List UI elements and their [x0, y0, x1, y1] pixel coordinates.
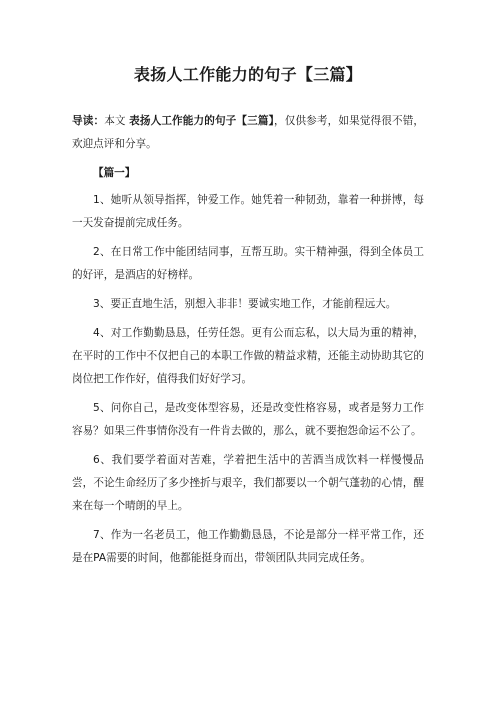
paragraph-7: 7、作为一名老员工，他工作勤勤恳恳，不论是部分一样平常工作，还是在PA需要的时间，他都能挺身而出，带领团队共同完成任务。	[72, 529, 424, 564]
paragraph-1: 1、她听从领导指挥，钟爱工作。她凭着一种韧劲，靠着一种拼博，每一天发奋提前完成任务。	[72, 194, 424, 229]
paragraph-5: 5、问你自己，是改变体型容易，还是改变性格容易，或者是努力工作容易？如果三件事情你没有一件肯去做的，那么，就不要抱怨命运不公了。	[72, 402, 424, 437]
paragraph-3: 3、要正直地生活，别想入非非！要诚实地工作，才能前程远大。	[93, 298, 397, 310]
paragraph-4: 4、对工作勤勤恳恳，任劳任怨。更有公而忘私，以大局为重的精神，在平时的工作中不仅把自己的本职工作做的精益求精，还能主动协助其它的岗位把工作作好，值得我们好好学习。	[72, 327, 424, 385]
intro-prefix: 本文	[104, 115, 130, 127]
intro-doc-title: 表扬人工作能力的句子【三篇】	[129, 115, 274, 127]
document-title: 表扬人工作能力的句子【三篇】	[133, 65, 363, 84]
intro-suffix: ，仅供参考，如果觉得很不错，欢迎点评和分享。	[72, 115, 425, 150]
paragraph-2: 2、在日常工作中能团结同事，互帮互助。实干精神强，得到全体员工的好评，是酒店的好榜样。	[72, 246, 424, 281]
intro-paragraph	[72, 110, 424, 156]
intro-label: 导读：	[72, 115, 105, 127]
section-heading: 【篇一】	[93, 167, 136, 179]
paragraph-6: 6、我们要学着面对苦难，学着把生活中的苦酒当成饮料一样慢慢品尝，不论生命经历了多少挫折与艰辛，我们都要以一个朝气蓬勃的心情，醒来在每一个晴朗的早上。	[72, 454, 424, 512]
